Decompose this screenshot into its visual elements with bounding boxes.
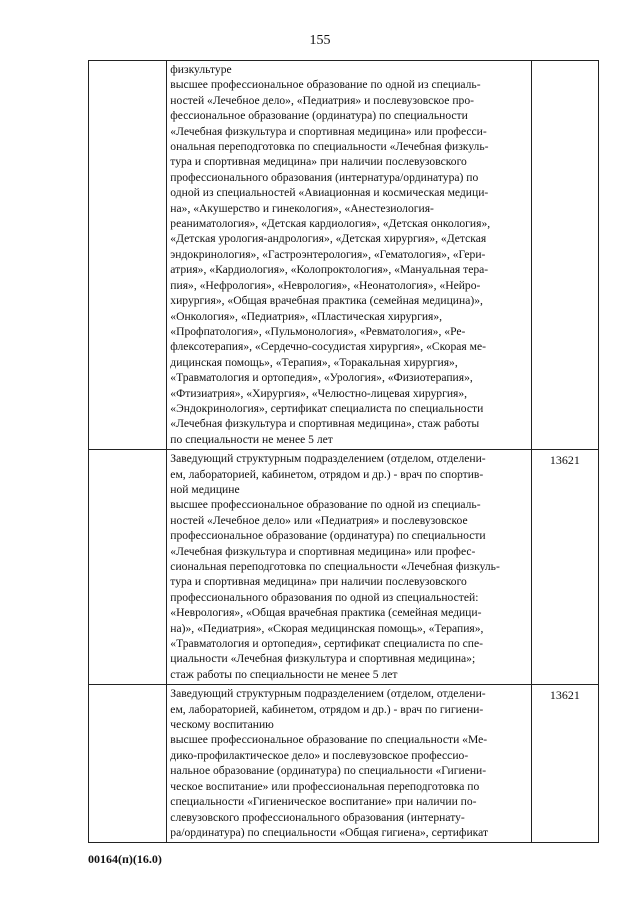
qualification-table bbox=[88, 60, 599, 843]
text-line: профессионального образования по одной из специальностей: bbox=[170, 590, 479, 604]
description-text bbox=[167, 450, 530, 684]
text-line: «Травматология и ортопедия», «Урология», «Физиотерапия», bbox=[170, 371, 473, 385]
text-line: ем, лабораторией, кабинетом, отрядом и др.) - врач по гигиени- bbox=[170, 702, 484, 716]
text-line: тура и спортивная медицина» при наличии послевузовского bbox=[170, 575, 467, 589]
text-line: флексотерапия», «Сердечно-сосудистая хирургия», «Скорая ме- bbox=[170, 340, 486, 354]
code-cell bbox=[531, 685, 598, 843]
text-line: на», «Акушерство и гинекология», «Анестезиология- bbox=[170, 201, 434, 215]
text-line: «Профпатология», «Пульмонология», «Ревматология», «Ре- bbox=[170, 324, 466, 338]
text-line: «Травматология и ортопедия», сертификат специалиста по спе- bbox=[170, 637, 483, 651]
text-line: «Онкология», «Педиатрия», «Пластическая хирургия», bbox=[170, 309, 443, 323]
text-line: дицинская помощь», «Терапия», «Торакальная хирургия», bbox=[170, 355, 458, 369]
text-line: одной из специальностей «Авиационная и космическая медици- bbox=[170, 186, 489, 200]
text-line: специальности «Гигиеническое воспитание» при наличии по- bbox=[170, 795, 477, 809]
text-line: на)», «Педиатрия», «Скорая медицинская помощь», «Терапия», bbox=[170, 621, 484, 635]
text-line: ческое воспитание» или профессиональная переподготовка по bbox=[170, 779, 480, 793]
table-row bbox=[89, 450, 599, 685]
text-line: ем, лабораторией, кабинетом, отрядом и др.) - врач по спортив- bbox=[170, 467, 484, 481]
text-line: стаж работы по специальности не менее 5 лет bbox=[170, 667, 398, 681]
document-code-footer: 00164(п)(16.0) bbox=[88, 852, 162, 866]
text-line: пия», «Нефрология», «Неврология», «Неонатология», «Нейро- bbox=[170, 278, 481, 292]
text-line: ра/ординатура) по специальности «Общая гигиена», сертификат bbox=[170, 825, 489, 839]
code-cell bbox=[531, 61, 598, 450]
text-line: «Лечебная физкультура и спортивная медицина» или професси- bbox=[170, 124, 487, 138]
text-line: циальности «Лечебная физкультура и спортивная медицина»; bbox=[170, 652, 476, 666]
text-line: эндокринология», «Гастроэнтерология», «Гематология», «Гери- bbox=[170, 247, 486, 261]
description-text bbox=[167, 61, 530, 449]
text-line: Заведующий структурным подразделением (отделом, отделени- bbox=[170, 687, 486, 701]
text-line: «Детская урология-андрология», «Детская хирургия», «Детская bbox=[170, 232, 487, 246]
text-line: по специальности не менее 5 лет bbox=[170, 432, 333, 446]
description-text bbox=[167, 685, 530, 842]
code-cell bbox=[531, 450, 598, 685]
text-line: тура и спортивная медицина» при наличии послевузовского bbox=[170, 155, 467, 169]
text-line: ной медицине bbox=[170, 482, 240, 496]
text-line: атрия», «Кардиология», «Колопроктология», «Мануальная тера- bbox=[170, 263, 489, 277]
text-line: фессиональное образование (ординатура) по специальности bbox=[170, 109, 468, 123]
text-line: слевузовского профессионального образования (интернату- bbox=[170, 810, 465, 824]
text-line: физкультуре bbox=[170, 63, 232, 76]
text-line: «Эндокринология», сертификат специалиста по специальности bbox=[170, 401, 484, 415]
empty-cell bbox=[89, 450, 167, 685]
text-line: «Фтизиатрия», «Хирургия», «Челюстно-лицевая хирургия», bbox=[170, 386, 468, 400]
description-cell bbox=[167, 61, 531, 450]
qualification-code: 13621 bbox=[549, 453, 580, 468]
text-line: ческому воспитанию bbox=[170, 718, 274, 732]
table-body bbox=[89, 61, 599, 843]
table-row bbox=[89, 685, 599, 843]
text-line: ностей «Лечебное дело» или «Педиатрия» и послевузовское bbox=[170, 513, 468, 527]
table-row bbox=[89, 61, 599, 450]
text-line: Заведующий структурным подразделением (отделом, отделени- bbox=[170, 452, 486, 466]
text-line: дико-профилактическое дело» и послевузовское профессио- bbox=[170, 748, 469, 762]
empty-cell bbox=[89, 61, 167, 450]
text-line: «Лечебная физкультура и спортивная медицина», стаж работы bbox=[170, 417, 480, 431]
text-line: ональная переподготовка по специальности «Лечебная физкуль- bbox=[170, 140, 489, 154]
text-line: высшее профессиональное образование по специальности «Ме- bbox=[170, 733, 488, 747]
qualification-code: 13621 bbox=[549, 688, 580, 703]
qualification-code bbox=[532, 61, 598, 64]
text-line: нальное образование (ординатура) по специальности «Гигиени- bbox=[170, 764, 487, 778]
text-line: хирургия», «Общая врачебная практика (семейная медицина)», bbox=[170, 294, 483, 308]
description-cell bbox=[167, 450, 531, 685]
text-line: «Неврология», «Общая врачебная практика (семейная медици- bbox=[170, 606, 482, 620]
text-line: сиональная переподготовка по специальности «Лечебная физкуль- bbox=[170, 560, 500, 573]
text-line: профессиональное образование (ординатура) по специальности bbox=[170, 529, 486, 543]
text-line: реаниматология», «Детская кардиология», «Детская онкология», bbox=[170, 217, 491, 231]
text-line: профессионального образования (интернатура/ординатура) по bbox=[170, 170, 479, 184]
text-line: высшее профессиональное образование по одной из специаль- bbox=[170, 78, 481, 92]
text-line: ностей «Лечебное дело», «Педиатрия» и послевузовское про- bbox=[170, 93, 475, 107]
empty-cell bbox=[89, 685, 167, 843]
text-line: «Лечебная физкультура и спортивная медицина» или профес- bbox=[170, 544, 476, 558]
text-line: высшее профессиональное образование по одной из специаль- bbox=[170, 498, 481, 512]
description-cell bbox=[167, 685, 531, 843]
page-number: 155 bbox=[309, 33, 331, 48]
